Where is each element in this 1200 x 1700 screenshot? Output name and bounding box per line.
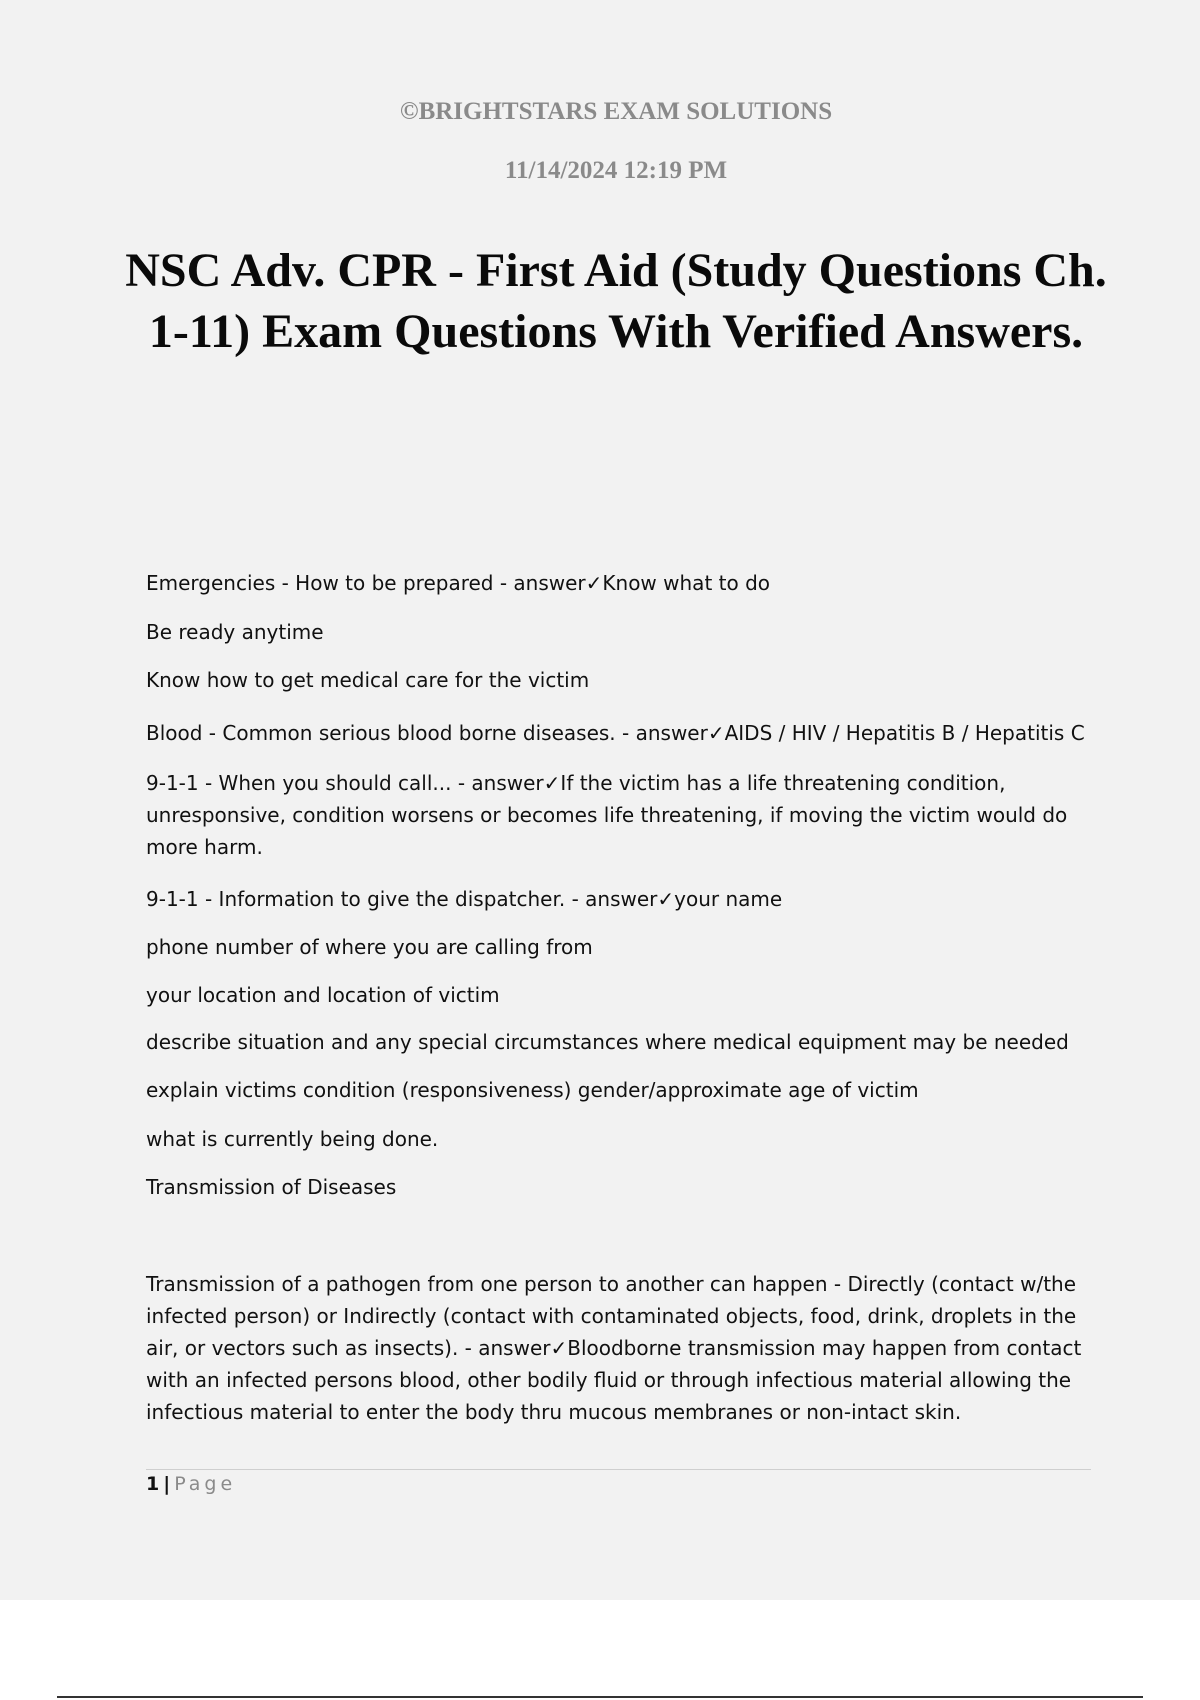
qa-line: Emergencies - How to be prepared - answer✓Know what to do [146,571,771,595]
document-title: NSC Adv. CPR - First Aid (Study Questions Ch. 1-11) Exam Questions With Verified Answers. [125,244,1107,358]
qa-paragraph: 9-1-1 - When you should call... - answer✓If the victim has a life threatening condition, unresponsive, condition worsens or becomes life threatening, if moving the victim would do more harm. [146,771,1068,859]
header-datetime: 11/14/2024 12:19 PM [504,157,728,184]
qa-line: Be ready anytime [146,620,324,644]
qa-line: describe situation and any special circumstances where medical equipment may be needed [146,1030,1069,1054]
qa-line: Transmission of Diseases [146,1175,397,1199]
footer-divider [146,1469,1091,1470]
page-label: Page [174,1473,237,1495]
qa-line: Know how to get medical care for the victim [146,668,590,692]
qa-line: explain victims condition (responsiveness) gender/approximate age of victim [146,1078,919,1102]
qa-paragraph: Transmission of a pathogen from one person to another can happen - Directly (contact w/the infected person) or Indirectly (contact with contaminated objects, food, drink, droplets in the air, or vectors such as insects). - answer✓Bloodborne transmission may happen from contact with an infected persons blood, other bodily fluid or through infectious material allowing the infectious material to enter the body thru mucous membranes or non-intact skin. [146,1272,1082,1424]
qa-line: 9-1-1 - Information to give the dispatcher. - answer✓your name [146,887,783,911]
qa-line: Blood - Common serious blood borne diseases. - answer✓AIDS / HIV / Hepatitis B / Hepatitis C [146,721,1085,745]
qa-line: your location and location of victim [146,983,500,1007]
header-brand: ©BRIGHTSTARS EXAM SOLUTIONS [399,98,833,125]
page-footer [146,1473,236,1495]
page-number: 1 [146,1473,160,1495]
qa-line: what is currently being done. [146,1127,439,1151]
next-page-divider [57,1696,1143,1698]
qa-line: phone number of where you are calling from [146,935,593,959]
page-separator: | [163,1473,171,1495]
